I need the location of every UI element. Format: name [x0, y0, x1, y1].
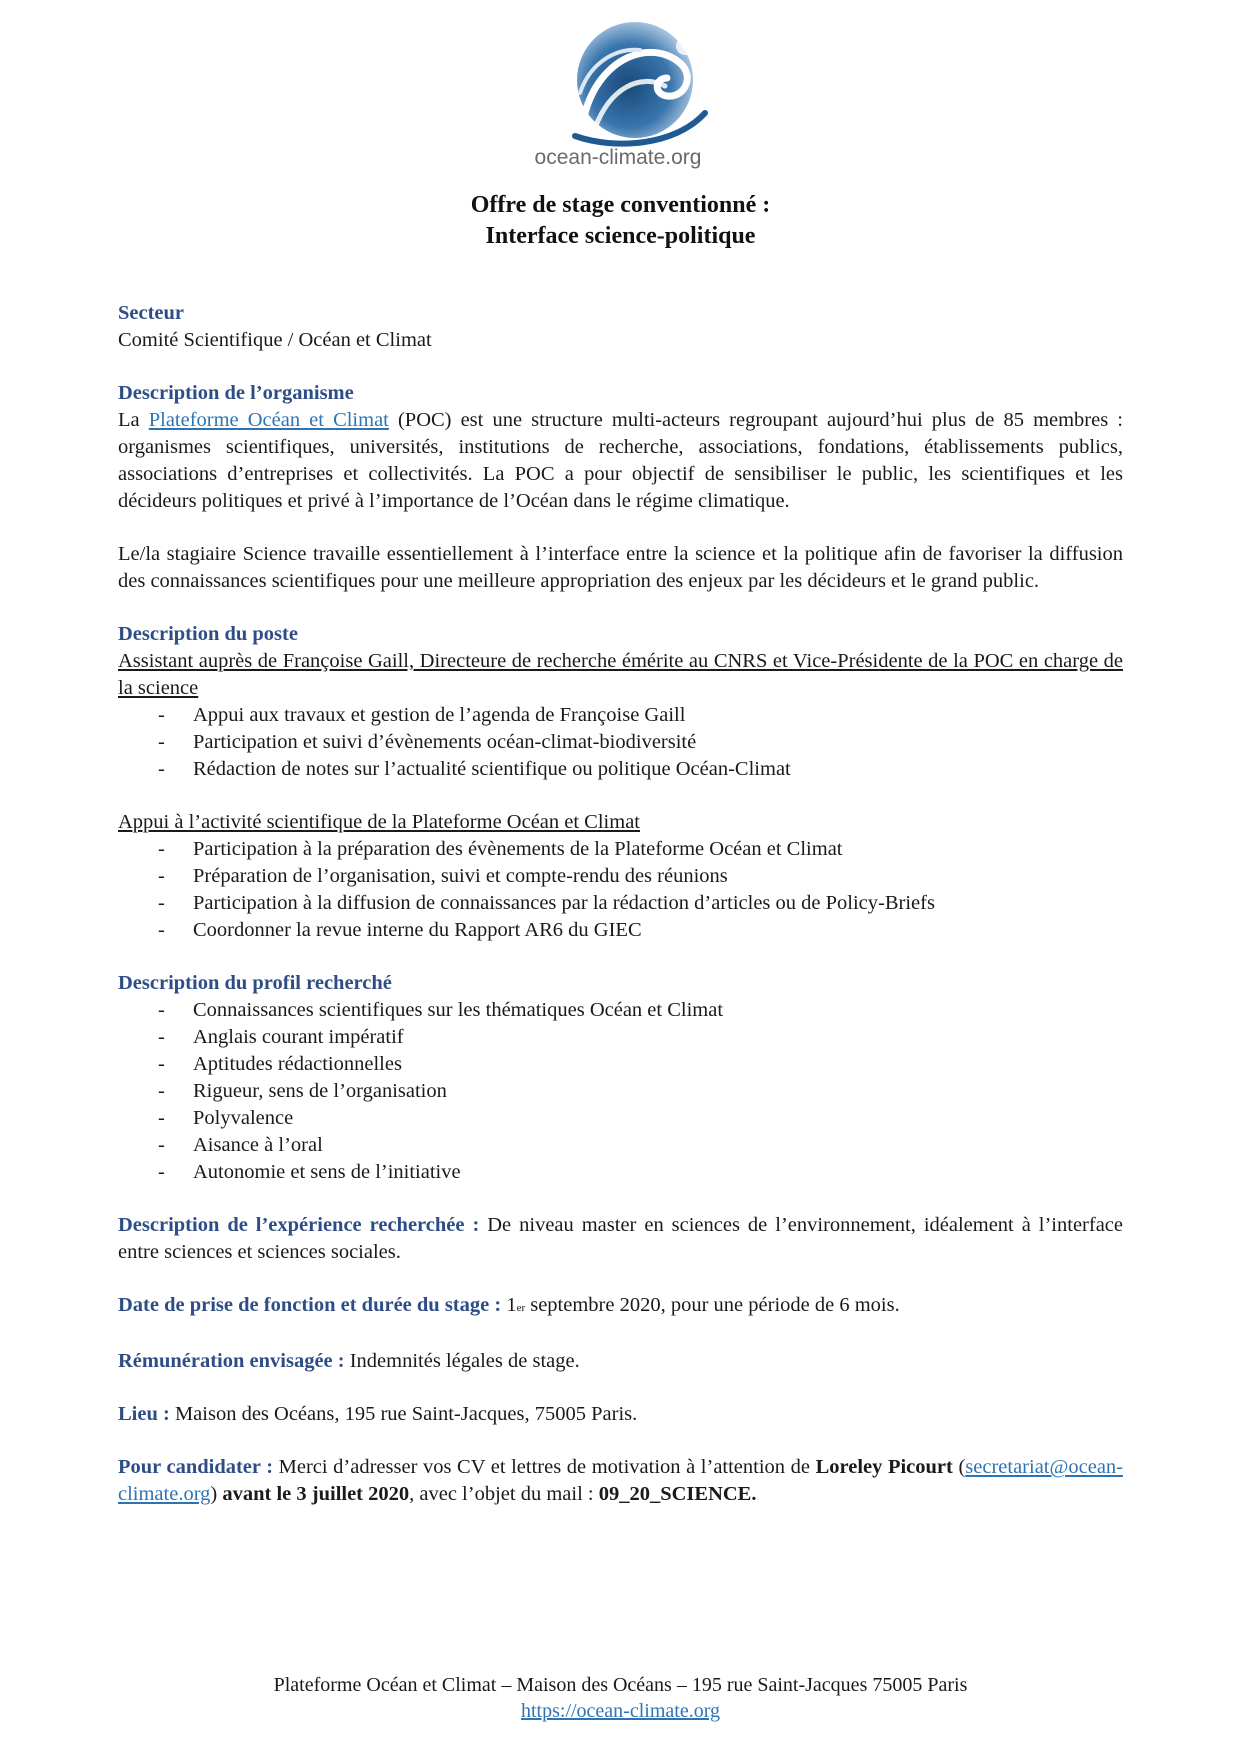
plateforme-link[interactable]: Plateforme Océan et Climat — [148, 409, 389, 431]
page-title-line2: Interface science-politique — [485, 223, 756, 249]
email-link[interactable]: secretariat@ocean-climate.org — [118, 1456, 1123, 1505]
organisme-heading: Description de l’organisme — [118, 382, 354, 404]
list-item: - Coordonner la revue interne du Rapport AR6 du GIEC — [158, 919, 642, 941]
page-title-line1: Offre de stage conventionné : — [470, 192, 771, 218]
poste-heading: Description du poste — [118, 623, 298, 645]
profil-list — [118, 997, 1123, 1186]
experience-paragraph: Description de l’expérience recherchée : De niveau master en sciences de l’environnement, idéalement à l’interface entre sciences et sciences sociales. — [118, 1214, 1123, 1263]
deadline: avant le 3 juillet 2020 — [217, 1483, 410, 1505]
date-paragraph: Date de prise de fonction et durée du stage : 1er septembre 2020, pour une période de 6 mois. — [118, 1294, 900, 1316]
candidater-paragraph: Pour candidater : Merci d’adresser vos CV et lettres de motivation à l’attention de Loreley Picourt (secretariat@ocean-climate.org) avant le 3 juillet 2020, avec l’objet du mail : 09_20_SCIENCE. — [118, 1456, 1123, 1505]
list-item: - Connaissances scientifiques sur les thématiques Océan et Climat — [158, 999, 724, 1021]
footer-url-link[interactable]: https://ocean-climate.org — [520, 1700, 720, 1722]
contact-name: Loreley Picourt — [815, 1456, 953, 1478]
lieu-label: Lieu : — [118, 1403, 170, 1425]
list-item: - Aptitudes rédactionnelles — [158, 1053, 402, 1075]
list-item: - Autonomie et sens de l’initiative — [158, 1161, 461, 1183]
list-item: - Rédaction de notes sur l’actualité scientifique ou politique Océan-Climat — [158, 758, 791, 780]
poste-list-1 — [118, 702, 1123, 783]
list-item: - Rigueur, sens de l’organisation — [158, 1080, 447, 1102]
document-body — [118, 300, 1123, 1508]
lieu-paragraph: Lieu : Maison des Océans, 195 rue Saint-Jacques, 75005 Paris. — [118, 1403, 638, 1425]
list-item: - Participation et suivi d’évènements océan-climat-biodiversité — [158, 731, 697, 753]
remuneration-label: Rémunération envisagée : — [118, 1350, 345, 1372]
remuneration-paragraph: Rémunération envisagée : Indemnités légales de stage. — [118, 1350, 580, 1372]
list-item: - Anglais courant impératif — [158, 1026, 404, 1048]
organisme-paragraph-1: La Plateforme Océan et Climat (POC) est une structure multi-acteurs regroupant aujourd’hui plus de 85 membres : organismes scientifiques, universités, institutions de recherche, associations, fondations, établissements publics, associations d’entreprises et collectivités. La POC a pour objectif de sensibiliser le public, les scientifiques et les décideurs politiques et privé à l’importance de l’Océan dans le régime climatique. — [118, 409, 1123, 512]
logo-text: ocean-climate.org — [534, 146, 702, 169]
poste-intro-2: Appui à l’activité scientifique de la Plateforme Océan et Climat — [118, 811, 640, 833]
list-item: - Préparation de l’organisation, suivi et compte-rendu des réunions — [158, 865, 728, 887]
organisme-paragraph-2: Le/la stagiaire Science travaille essentiellement à l’interface entre la science et la politique afin de favoriser la diffusion des connaissances scientifiques pour une meilleure appropriation des enjeux par les décideurs et le grand public. — [118, 543, 1123, 592]
profil-heading: Description du profil recherché — [118, 972, 392, 994]
experience-label: Description de l’expérience recherchée : — [118, 1214, 480, 1236]
secteur-heading: Secteur — [118, 302, 185, 324]
poste-intro: Assistant auprès de Françoise Gaill, Directeure de recherche émérite au CNRS et Vice-Présidente de la POC en charge de la science — [118, 650, 1123, 699]
list-item: - Polyvalence — [158, 1107, 294, 1129]
poste-list-2 — [118, 836, 1123, 944]
footer-address: Plateforme Océan et Climat – Maison des Océans – 195 rue Saint-Jacques 75005 Paris — [273, 1674, 968, 1696]
footer — [0, 1672, 1241, 1724]
list-item: - Aisance à l’oral — [158, 1134, 323, 1156]
list-item: - Appui aux travaux et gestion de l’agenda de Françoise Gaill — [158, 704, 686, 726]
secteur-text: Comité Scientifique / Océan et Climat — [118, 329, 432, 351]
wave-logo-icon — [555, 18, 725, 148]
list-item: - Participation à la préparation des évènements de la Plateforme Océan et Climat — [158, 838, 843, 860]
candidater-label: Pour candidater : — [118, 1456, 274, 1478]
mail-subject: 09_20_SCIENCE. — [598, 1483, 757, 1505]
list-item: - Participation à la diffusion de connaissances par la rédaction d’articles ou de Policy-Briefs — [158, 892, 935, 914]
date-label: Date de prise de fonction et durée du stage : — [118, 1294, 502, 1316]
